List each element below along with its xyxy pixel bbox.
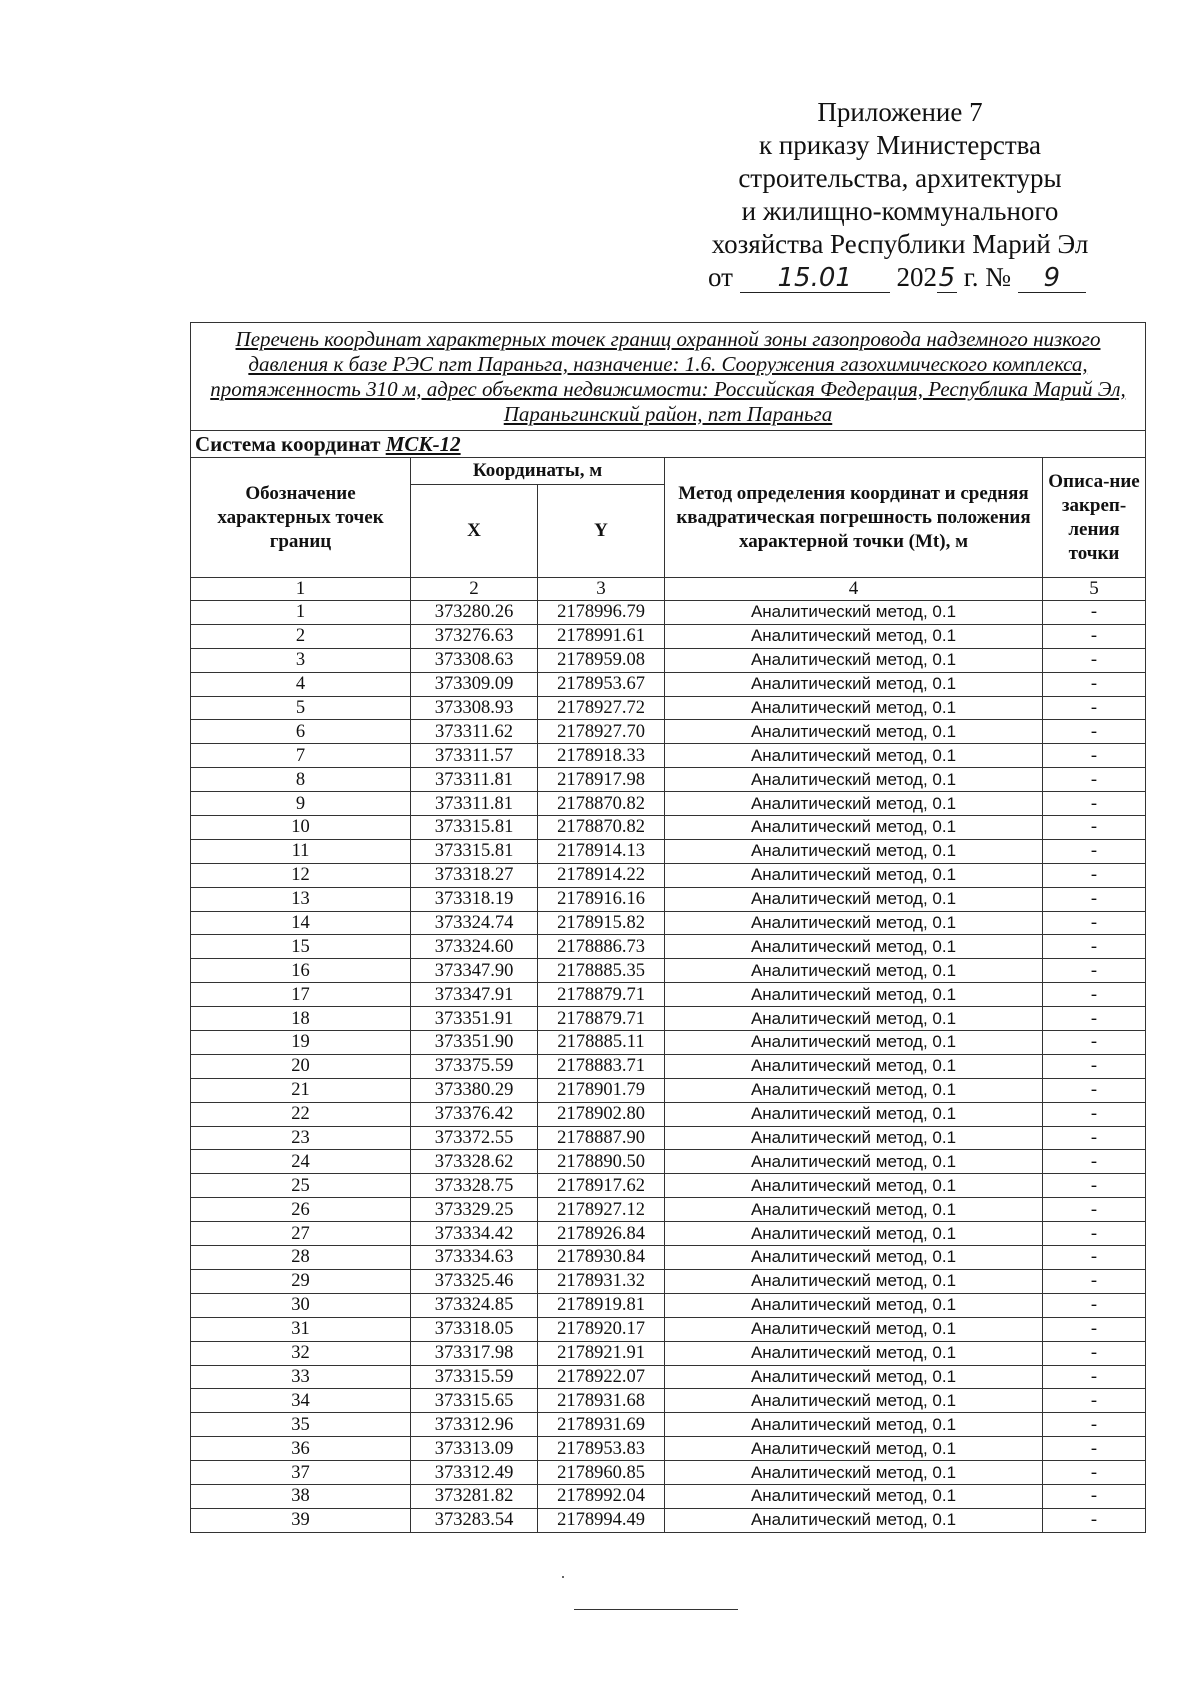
coord-x: 373375.59 bbox=[411, 1054, 538, 1078]
table-row bbox=[191, 1007, 1146, 1031]
method-cell: Аналитический метод, 0.1 bbox=[665, 792, 1043, 816]
description-cell: - bbox=[1043, 696, 1146, 720]
description-cell: - bbox=[1043, 1317, 1146, 1341]
coord-y: 2178879.71 bbox=[538, 1007, 665, 1031]
description-cell: - bbox=[1043, 1126, 1146, 1150]
coord-x: 373329.25 bbox=[411, 1198, 538, 1222]
header-coords: Координаты, м bbox=[411, 458, 665, 485]
point-number: 11 bbox=[191, 839, 411, 863]
description-cell: - bbox=[1043, 1269, 1146, 1293]
coord-y: 2178916.16 bbox=[538, 887, 665, 911]
header-point: Обозначение характерных точек границ bbox=[191, 458, 411, 578]
method-cell: Аналитический метод, 0.1 bbox=[665, 1222, 1043, 1246]
point-number: 5 bbox=[191, 696, 411, 720]
point-number: 14 bbox=[191, 911, 411, 935]
method-cell: Аналитический метод, 0.1 bbox=[665, 1461, 1043, 1485]
table-row bbox=[191, 601, 1146, 625]
table-row bbox=[191, 1389, 1146, 1413]
table-row bbox=[191, 959, 1146, 983]
coord-y: 2178914.22 bbox=[538, 863, 665, 887]
coord-y: 2178870.82 bbox=[538, 816, 665, 840]
description-cell: - bbox=[1043, 887, 1146, 911]
point-number: 13 bbox=[191, 887, 411, 911]
coord-y: 2178879.71 bbox=[538, 983, 665, 1007]
description-cell: - bbox=[1043, 601, 1146, 625]
table-row bbox=[191, 1246, 1146, 1270]
description-cell: - bbox=[1043, 1246, 1146, 1270]
description-cell: - bbox=[1043, 1461, 1146, 1485]
coord-x: 373318.19 bbox=[411, 887, 538, 911]
point-number: 20 bbox=[191, 1054, 411, 1078]
method-cell: Аналитический метод, 0.1 bbox=[665, 863, 1043, 887]
coord-y: 2178927.72 bbox=[538, 696, 665, 720]
coord-y: 2178919.81 bbox=[538, 1293, 665, 1317]
table-row bbox=[191, 792, 1146, 816]
table-row bbox=[191, 983, 1146, 1007]
method-cell: Аналитический метод, 0.1 bbox=[665, 935, 1043, 959]
coord-y: 2178931.68 bbox=[538, 1389, 665, 1413]
table-row bbox=[191, 624, 1146, 648]
coordinates-table bbox=[190, 322, 1146, 1533]
order-date-line bbox=[708, 262, 1086, 293]
point-number: 2 bbox=[191, 624, 411, 648]
method-cell: Аналитический метод, 0.1 bbox=[665, 1365, 1043, 1389]
description-cell: - bbox=[1043, 839, 1146, 863]
table-row bbox=[191, 1174, 1146, 1198]
method-cell: Аналитический метод, 0.1 bbox=[665, 744, 1043, 768]
table-body bbox=[191, 601, 1146, 1533]
description-cell: - bbox=[1043, 648, 1146, 672]
header-description: Описа-ние закреп-ления точки bbox=[1043, 458, 1146, 578]
coord-x: 373313.09 bbox=[411, 1437, 538, 1461]
header-line: к приказу Министерства bbox=[758, 130, 1042, 160]
column-number: 4 bbox=[665, 578, 1043, 601]
column-number: 3 bbox=[538, 578, 665, 601]
coord-x: 373324.74 bbox=[411, 911, 538, 935]
coord-x: 373328.75 bbox=[411, 1174, 538, 1198]
method-cell: Аналитический метод, 0.1 bbox=[665, 1031, 1043, 1055]
point-number: 9 bbox=[191, 792, 411, 816]
method-cell: Аналитический метод, 0.1 bbox=[665, 983, 1043, 1007]
point-number: 34 bbox=[191, 1389, 411, 1413]
table-row bbox=[191, 1198, 1146, 1222]
method-cell: Аналитический метод, 0.1 bbox=[665, 911, 1043, 935]
method-cell: Аналитический метод, 0.1 bbox=[665, 1317, 1043, 1341]
year-suffix: г. № bbox=[963, 262, 1011, 292]
point-number: 4 bbox=[191, 672, 411, 696]
method-cell: Аналитический метод, 0.1 bbox=[665, 720, 1043, 744]
table-row bbox=[191, 1341, 1146, 1365]
coord-x: 373324.85 bbox=[411, 1293, 538, 1317]
description-cell: - bbox=[1043, 1508, 1146, 1532]
coord-y: 2178902.80 bbox=[538, 1102, 665, 1126]
table-row bbox=[191, 1269, 1146, 1293]
table-row bbox=[191, 1102, 1146, 1126]
coord-x: 373308.93 bbox=[411, 696, 538, 720]
table-row bbox=[191, 1317, 1146, 1341]
table-row bbox=[191, 863, 1146, 887]
coord-y: 2178994.49 bbox=[538, 1508, 665, 1532]
point-number: 16 bbox=[191, 959, 411, 983]
description-cell: - bbox=[1043, 1078, 1146, 1102]
coord-x: 373283.54 bbox=[411, 1508, 538, 1532]
table-row bbox=[191, 1461, 1146, 1485]
coord-y: 2178960.85 bbox=[538, 1461, 665, 1485]
handwritten-number: 9 bbox=[1018, 264, 1086, 293]
method-cell: Аналитический метод, 0.1 bbox=[665, 1413, 1043, 1437]
year-prefix: 202 bbox=[896, 262, 937, 292]
description-cell: - bbox=[1043, 1031, 1146, 1055]
point-number: 23 bbox=[191, 1126, 411, 1150]
coord-x: 373315.81 bbox=[411, 816, 538, 840]
method-cell: Аналитический метод, 0.1 bbox=[665, 672, 1043, 696]
coord-y: 2178914.13 bbox=[538, 839, 665, 863]
method-cell: Аналитический метод, 0.1 bbox=[665, 624, 1043, 648]
point-number: 27 bbox=[191, 1222, 411, 1246]
coord-x: 373376.42 bbox=[411, 1102, 538, 1126]
coord-x: 373334.63 bbox=[411, 1246, 538, 1270]
coord-x: 373311.62 bbox=[411, 720, 538, 744]
description-cell: - bbox=[1043, 816, 1146, 840]
point-number: 10 bbox=[191, 816, 411, 840]
table-row bbox=[191, 720, 1146, 744]
table-row bbox=[191, 1054, 1146, 1078]
method-cell: Аналитический метод, 0.1 bbox=[665, 601, 1043, 625]
column-number: 2 bbox=[411, 578, 538, 601]
coord-x: 373311.81 bbox=[411, 768, 538, 792]
description-cell: - bbox=[1043, 720, 1146, 744]
point-number: 12 bbox=[191, 863, 411, 887]
point-number: 32 bbox=[191, 1341, 411, 1365]
table-row bbox=[191, 1150, 1146, 1174]
coord-x: 373280.26 bbox=[411, 601, 538, 625]
point-number: 29 bbox=[191, 1269, 411, 1293]
coord-x: 373372.55 bbox=[411, 1126, 538, 1150]
coord-x: 373351.91 bbox=[411, 1007, 538, 1031]
table-row bbox=[191, 911, 1146, 935]
coord-x: 373328.62 bbox=[411, 1150, 538, 1174]
point-number: 30 bbox=[191, 1293, 411, 1317]
point-number: 25 bbox=[191, 1174, 411, 1198]
method-cell: Аналитический метод, 0.1 bbox=[665, 1174, 1043, 1198]
header-method: Метод определения координат и средняя квадратическая погрешность положения характерной точки (Mt), м bbox=[665, 458, 1043, 578]
coord-x: 373325.46 bbox=[411, 1269, 538, 1293]
point-number: 39 bbox=[191, 1508, 411, 1532]
coord-y: 2178931.32 bbox=[538, 1269, 665, 1293]
coord-x: 373317.98 bbox=[411, 1341, 538, 1365]
method-cell: Аналитический метод, 0.1 bbox=[665, 816, 1043, 840]
table-row bbox=[191, 816, 1146, 840]
coord-y: 2178917.62 bbox=[538, 1174, 665, 1198]
method-cell: Аналитический метод, 0.1 bbox=[665, 1269, 1043, 1293]
point-number: 21 bbox=[191, 1078, 411, 1102]
coord-x: 373312.96 bbox=[411, 1413, 538, 1437]
method-cell: Аналитический метод, 0.1 bbox=[665, 1389, 1043, 1413]
point-number: 35 bbox=[191, 1413, 411, 1437]
method-cell: Аналитический метод, 0.1 bbox=[665, 696, 1043, 720]
coord-x: 373318.27 bbox=[411, 863, 538, 887]
date-prefix: от bbox=[708, 262, 733, 292]
point-number: 36 bbox=[191, 1437, 411, 1461]
method-cell: Аналитический метод, 0.1 bbox=[665, 959, 1043, 983]
coord-x: 373281.82 bbox=[411, 1484, 538, 1508]
description-cell: - bbox=[1043, 863, 1146, 887]
coord-y: 2178883.71 bbox=[538, 1054, 665, 1078]
coord-y: 2178920.17 bbox=[538, 1317, 665, 1341]
method-cell: Аналитический метод, 0.1 bbox=[665, 1198, 1043, 1222]
coord-x: 373315.65 bbox=[411, 1389, 538, 1413]
coordinate-system bbox=[191, 431, 1146, 458]
description-cell: - bbox=[1043, 935, 1146, 959]
method-cell: Аналитический метод, 0.1 bbox=[665, 839, 1043, 863]
point-number: 19 bbox=[191, 1031, 411, 1055]
point-number: 15 bbox=[191, 935, 411, 959]
system-label: Система координат bbox=[195, 431, 381, 456]
table-row bbox=[191, 1413, 1146, 1437]
coord-y: 2178885.11 bbox=[538, 1031, 665, 1055]
coord-y: 2178996.79 bbox=[538, 601, 665, 625]
description-cell: - bbox=[1043, 792, 1146, 816]
description-cell: - bbox=[1043, 911, 1146, 935]
point-number: 33 bbox=[191, 1365, 411, 1389]
bottom-rule bbox=[574, 1609, 738, 1610]
coord-x: 373308.63 bbox=[411, 648, 538, 672]
table-row bbox=[191, 648, 1146, 672]
coord-y: 2178959.08 bbox=[538, 648, 665, 672]
method-cell: Аналитический метод, 0.1 bbox=[665, 1246, 1043, 1270]
appendix-header bbox=[690, 96, 1110, 261]
header-x: X bbox=[411, 485, 538, 578]
coord-y: 2178927.12 bbox=[538, 1198, 665, 1222]
coord-x: 373311.57 bbox=[411, 744, 538, 768]
table-row bbox=[191, 744, 1146, 768]
header-line: строительства, архитектуры bbox=[738, 163, 1062, 193]
description-cell: - bbox=[1043, 1365, 1146, 1389]
method-cell: Аналитический метод, 0.1 bbox=[665, 1078, 1043, 1102]
coord-x: 373334.42 bbox=[411, 1222, 538, 1246]
table-row bbox=[191, 1508, 1146, 1532]
description-cell: - bbox=[1043, 1007, 1146, 1031]
point-number: 31 bbox=[191, 1317, 411, 1341]
coord-x: 373309.09 bbox=[411, 672, 538, 696]
point-number: 8 bbox=[191, 768, 411, 792]
coord-x: 373315.81 bbox=[411, 839, 538, 863]
method-cell: Аналитический метод, 0.1 bbox=[665, 1293, 1043, 1317]
method-cell: Аналитический метод, 0.1 bbox=[665, 768, 1043, 792]
point-number: 37 bbox=[191, 1461, 411, 1485]
coord-x: 373312.49 bbox=[411, 1461, 538, 1485]
coord-y: 2178887.90 bbox=[538, 1126, 665, 1150]
description-cell: - bbox=[1043, 672, 1146, 696]
coord-y: 2178953.67 bbox=[538, 672, 665, 696]
method-cell: Аналитический метод, 0.1 bbox=[665, 1126, 1043, 1150]
table-row bbox=[191, 839, 1146, 863]
table-row bbox=[191, 887, 1146, 911]
description-cell: - bbox=[1043, 1413, 1146, 1437]
point-number: 3 bbox=[191, 648, 411, 672]
coord-x: 373315.59 bbox=[411, 1365, 538, 1389]
method-cell: Аналитический метод, 0.1 bbox=[665, 1007, 1043, 1031]
description-cell: - bbox=[1043, 1054, 1146, 1078]
method-cell: Аналитический метод, 0.1 bbox=[665, 1484, 1043, 1508]
scan-speck bbox=[562, 1576, 564, 1578]
coord-x: 373351.90 bbox=[411, 1031, 538, 1055]
coord-x: 373347.91 bbox=[411, 983, 538, 1007]
coord-x: 373324.60 bbox=[411, 935, 538, 959]
header-line: Приложение 7 bbox=[817, 97, 983, 127]
description-cell: - bbox=[1043, 959, 1146, 983]
table-row bbox=[191, 1126, 1146, 1150]
coord-x: 373311.81 bbox=[411, 792, 538, 816]
point-number: 7 bbox=[191, 744, 411, 768]
table-row bbox=[191, 696, 1146, 720]
point-number: 17 bbox=[191, 983, 411, 1007]
header-y: Y bbox=[538, 485, 665, 578]
coord-x: 373276.63 bbox=[411, 624, 538, 648]
table-row bbox=[191, 935, 1146, 959]
table-row bbox=[191, 672, 1146, 696]
coord-y: 2178886.73 bbox=[538, 935, 665, 959]
coord-y: 2178991.61 bbox=[538, 624, 665, 648]
coord-y: 2178927.70 bbox=[538, 720, 665, 744]
coord-y: 2178992.04 bbox=[538, 1484, 665, 1508]
description-cell: - bbox=[1043, 1222, 1146, 1246]
point-number: 24 bbox=[191, 1150, 411, 1174]
description-cell: - bbox=[1043, 744, 1146, 768]
point-number: 38 bbox=[191, 1484, 411, 1508]
coord-y: 2178915.82 bbox=[538, 911, 665, 935]
coord-x: 373347.90 bbox=[411, 959, 538, 983]
table-row bbox=[191, 1437, 1146, 1461]
description-cell: - bbox=[1043, 1198, 1146, 1222]
description-cell: - bbox=[1043, 1389, 1146, 1413]
coord-y: 2178922.07 bbox=[538, 1365, 665, 1389]
column-number: 1 bbox=[191, 578, 411, 601]
table-row bbox=[191, 1293, 1146, 1317]
method-cell: Аналитический метод, 0.1 bbox=[665, 1437, 1043, 1461]
handwritten-date: 15.01 bbox=[740, 264, 890, 293]
description-cell: - bbox=[1043, 1293, 1146, 1317]
header-line: хозяйства Республики Марий Эл bbox=[711, 229, 1089, 259]
point-number: 6 bbox=[191, 720, 411, 744]
column-number: 5 bbox=[1043, 578, 1146, 601]
method-cell: Аналитический метод, 0.1 bbox=[665, 648, 1043, 672]
description-cell: - bbox=[1043, 768, 1146, 792]
description-cell: - bbox=[1043, 1484, 1146, 1508]
method-cell: Аналитический метод, 0.1 bbox=[665, 1102, 1043, 1126]
coord-y: 2178918.33 bbox=[538, 744, 665, 768]
method-cell: Аналитический метод, 0.1 bbox=[665, 1054, 1043, 1078]
table-row bbox=[191, 768, 1146, 792]
description-cell: - bbox=[1043, 1341, 1146, 1365]
header-line: и жилищно-коммунального bbox=[741, 196, 1059, 226]
table-row bbox=[191, 1222, 1146, 1246]
table-row bbox=[191, 1031, 1146, 1055]
method-cell: Аналитический метод, 0.1 bbox=[665, 887, 1043, 911]
table-row bbox=[191, 1078, 1146, 1102]
point-number: 26 bbox=[191, 1198, 411, 1222]
table-title: Перечень координат характерных точек границ охранной зоны газопровода надземного низкого давления к базе РЭС пгт Параньга, назначение: 1.6. Сооружения газохимического комплекса, протяженность 310 м, адрес объекта недвижимости: Российская Федерация, Республика Марий Эл, Параньгинский район, пгт Параньга bbox=[191, 323, 1146, 431]
coord-y: 2178890.50 bbox=[538, 1150, 665, 1174]
coord-y: 2178870.82 bbox=[538, 792, 665, 816]
coord-x: 373318.05 bbox=[411, 1317, 538, 1341]
coord-x: 373380.29 bbox=[411, 1078, 538, 1102]
coord-y: 2178926.84 bbox=[538, 1222, 665, 1246]
description-cell: - bbox=[1043, 624, 1146, 648]
method-cell: Аналитический метод, 0.1 bbox=[665, 1150, 1043, 1174]
coord-y: 2178921.91 bbox=[538, 1341, 665, 1365]
point-number: 1 bbox=[191, 601, 411, 625]
description-cell: - bbox=[1043, 1150, 1146, 1174]
coord-y: 2178931.69 bbox=[538, 1413, 665, 1437]
method-cell: Аналитический метод, 0.1 bbox=[665, 1508, 1043, 1532]
method-cell: Аналитический метод, 0.1 bbox=[665, 1341, 1043, 1365]
point-number: 22 bbox=[191, 1102, 411, 1126]
point-number: 18 bbox=[191, 1007, 411, 1031]
handwritten-year: 5 bbox=[938, 263, 956, 293]
coord-y: 2178901.79 bbox=[538, 1078, 665, 1102]
description-cell: - bbox=[1043, 983, 1146, 1007]
column-numbers-row bbox=[191, 578, 1146, 601]
description-cell: - bbox=[1043, 1102, 1146, 1126]
coord-y: 2178953.83 bbox=[538, 1437, 665, 1461]
coord-y: 2178885.35 bbox=[538, 959, 665, 983]
coord-y: 2178917.98 bbox=[538, 768, 665, 792]
system-value: МСК-12 bbox=[385, 431, 461, 456]
coord-y: 2178930.84 bbox=[538, 1246, 665, 1270]
table-row bbox=[191, 1484, 1146, 1508]
table-row bbox=[191, 1365, 1146, 1389]
description-cell: - bbox=[1043, 1174, 1146, 1198]
description-cell: - bbox=[1043, 1437, 1146, 1461]
point-number: 28 bbox=[191, 1246, 411, 1270]
